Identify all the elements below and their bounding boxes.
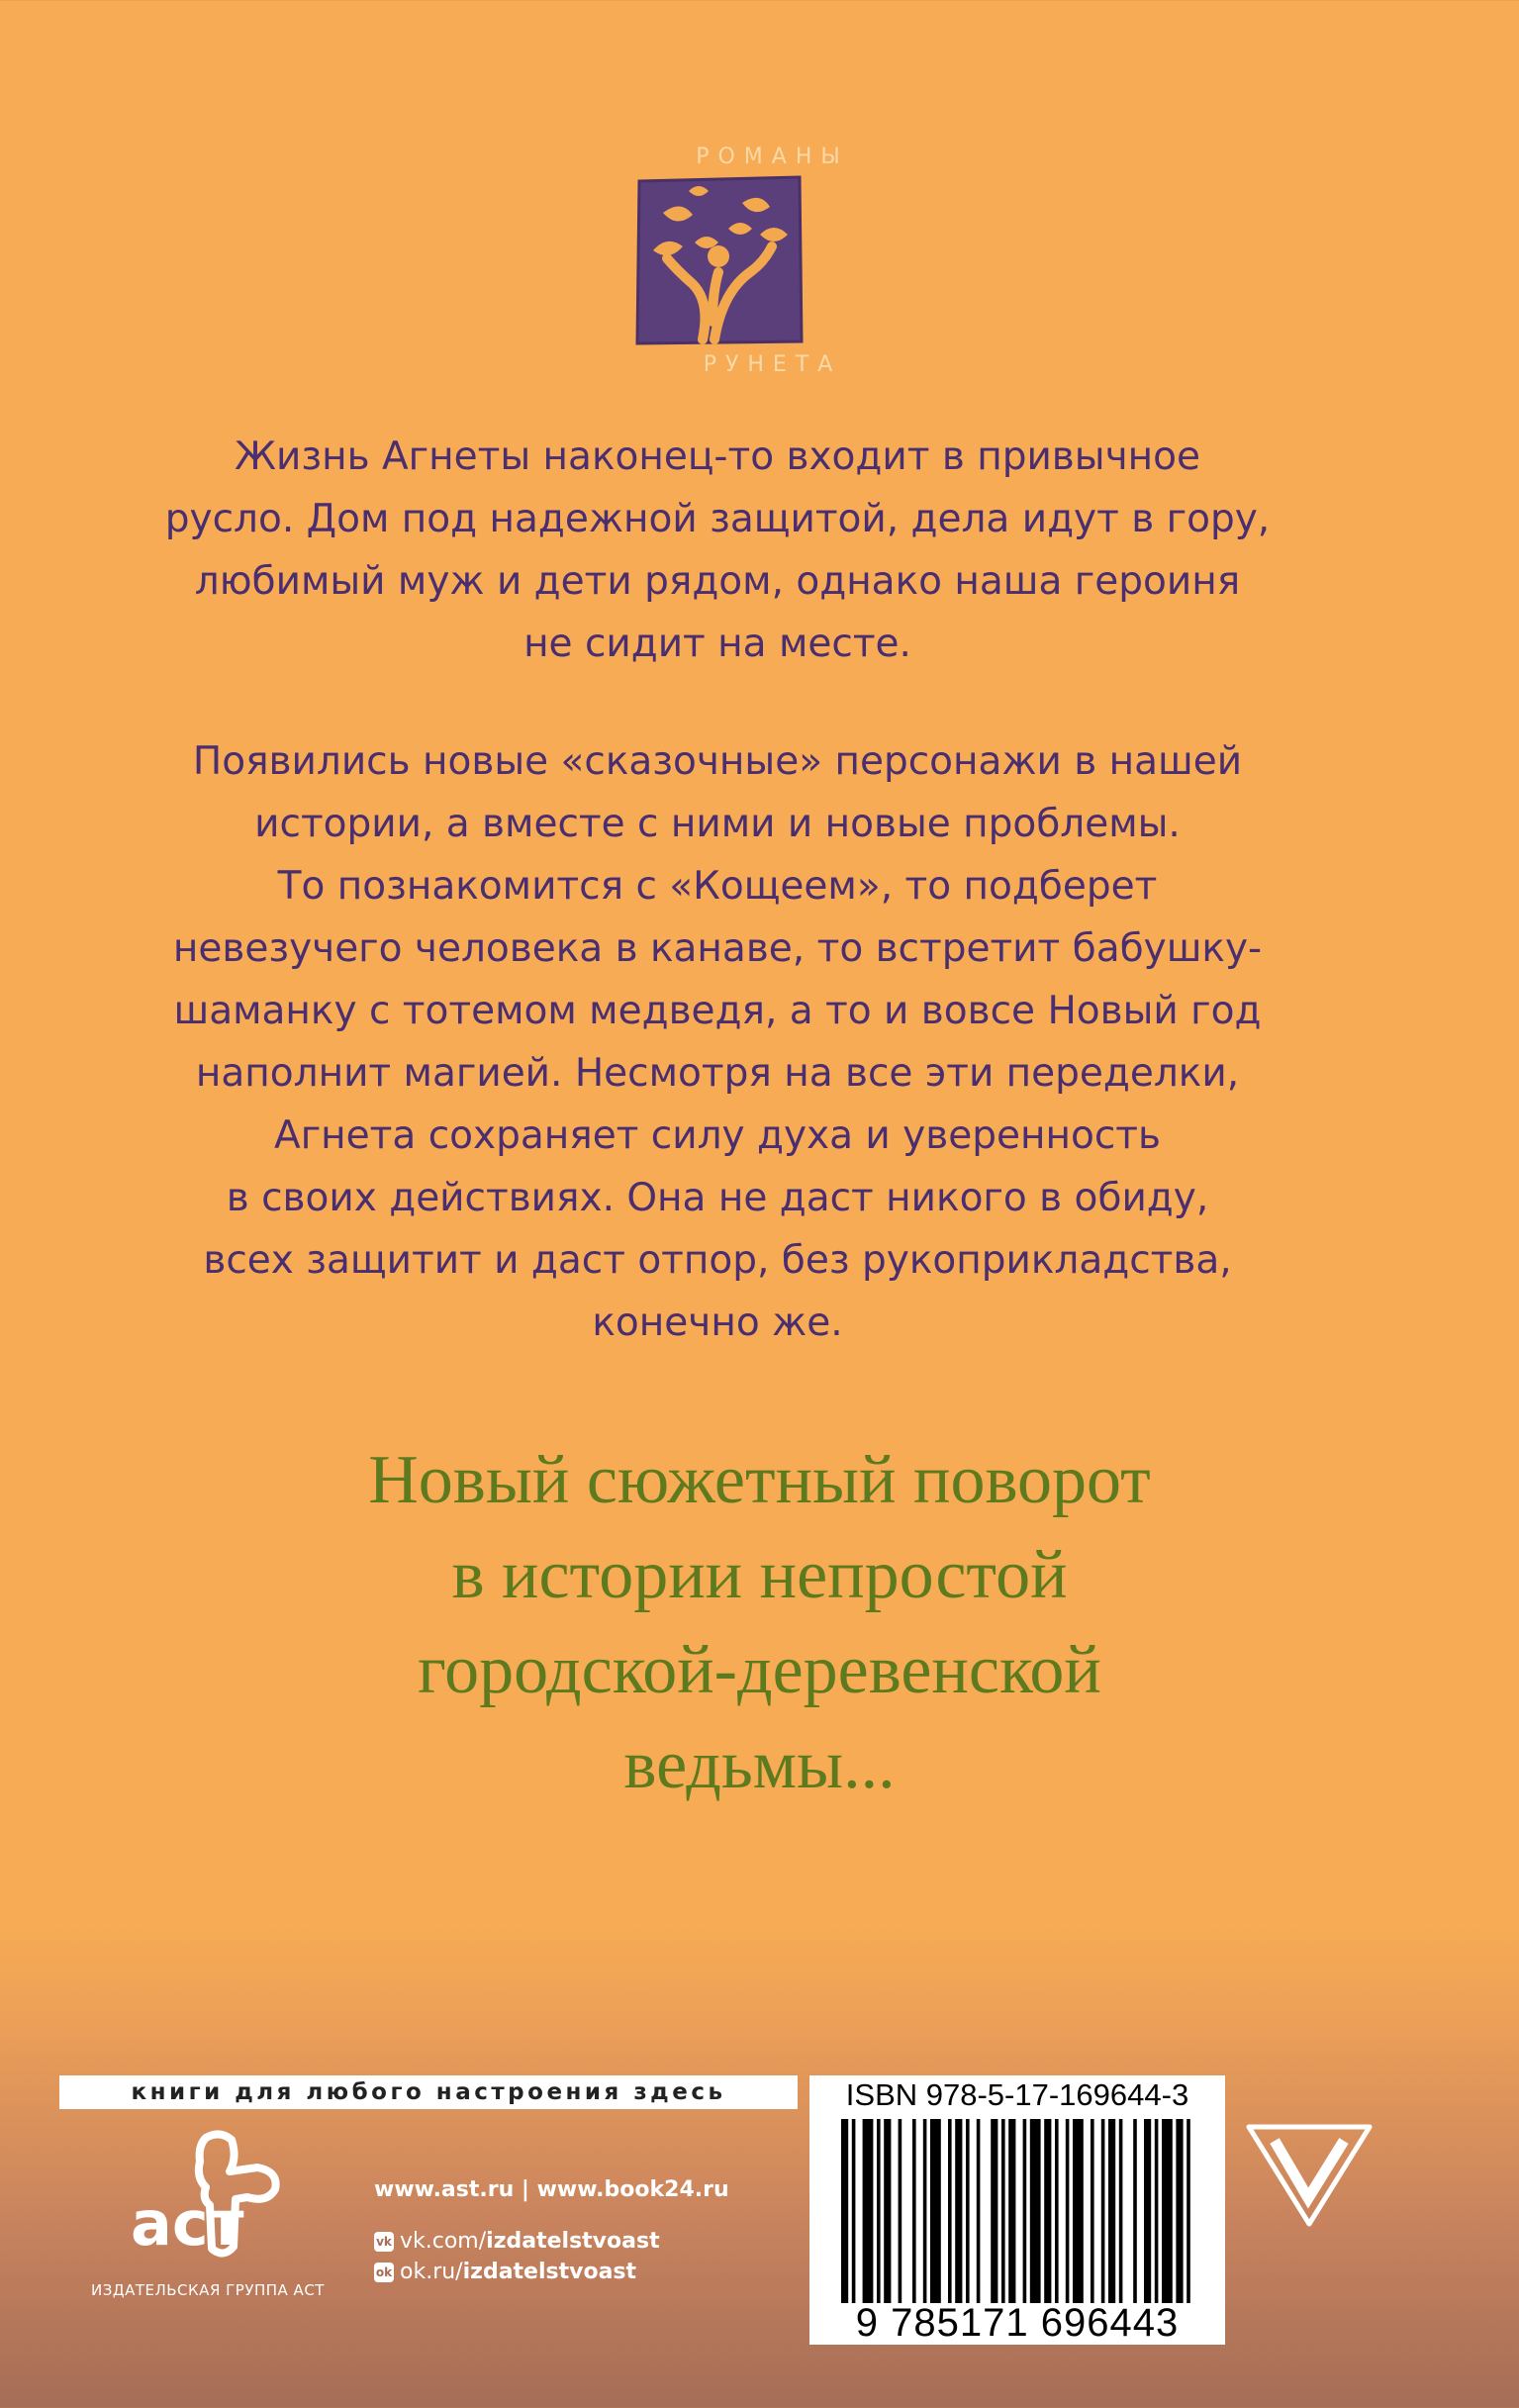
paragraph-line: истории, а вместе с ними и новые проблемы. bbox=[254, 802, 1181, 846]
tagline bbox=[0, 1433, 1519, 1813]
paragraph-line: шаманку с тотемом медведя, а то и вовсе Новый год bbox=[173, 989, 1262, 1033]
series-logo-top-word: РОМАНЫ bbox=[696, 144, 849, 169]
ast-publisher-logo bbox=[109, 2128, 307, 2266]
barcode-bar bbox=[877, 2119, 881, 2303]
ok-icon: ok bbox=[374, 2263, 394, 2282]
barcode-bar bbox=[923, 2119, 927, 2303]
barcode-bar bbox=[948, 2119, 952, 2303]
tree-emblem-icon bbox=[633, 173, 806, 347]
ast-logo-text: аст bbox=[131, 2187, 244, 2260]
barcode-bar bbox=[930, 2119, 941, 2303]
barcode-bar bbox=[841, 2119, 848, 2303]
barcode-bar bbox=[884, 2119, 891, 2303]
isbn-text: ISBN 978-5-17-169644-3 bbox=[845, 2077, 1189, 2112]
barcode-bar bbox=[977, 2119, 981, 2303]
barcode-bar bbox=[1101, 2119, 1105, 2303]
vk-prefix: vk.com/ bbox=[400, 2229, 487, 2254]
paragraph-line: в своих действиях. Она не даст никого в обиду, bbox=[226, 1176, 1209, 1220]
barcode-bar bbox=[1066, 2119, 1070, 2303]
ok-handle: izdatelstvoast bbox=[462, 2260, 637, 2284]
barcode-bar bbox=[1155, 2119, 1159, 2303]
barcode-bar bbox=[1162, 2119, 1173, 2303]
barcode-bar bbox=[1176, 2119, 1183, 2303]
barcode-bar bbox=[1030, 2119, 1041, 2303]
paragraph-line: наполнит магией. Несмотря на все эти переделки, bbox=[195, 1051, 1240, 1096]
barcode-bar bbox=[912, 2119, 916, 2303]
barcode-bar bbox=[1055, 2119, 1059, 2303]
tagline-line: ведьмы... bbox=[623, 1727, 896, 1803]
barcode-digits: 9 785171 696443 bbox=[855, 2301, 1180, 2345]
vk-link[interactable] bbox=[374, 2229, 660, 2254]
barcode-bar bbox=[1001, 2119, 1005, 2303]
tagline-line: Новый сюжетный поворот bbox=[368, 1442, 1151, 1518]
paragraph-line: не сидит на месте. bbox=[523, 622, 911, 666]
paragraph-line: всех защитит и даст отпор, без рукоприкладства, bbox=[203, 1238, 1232, 1283]
paragraph-line: любимый муж и дети рядом, однако наша героиня bbox=[194, 559, 1241, 604]
barcode-bar bbox=[1187, 2119, 1190, 2303]
barcode-bar bbox=[1044, 2119, 1051, 2303]
slogan-bar: книги для любого настроения здесь bbox=[59, 2075, 798, 2109]
barcode-bar bbox=[1144, 2119, 1151, 2303]
barcode-bar bbox=[966, 2119, 970, 2303]
series-logo-bottom-word: РУНЕТА bbox=[703, 352, 842, 377]
barcode-bar bbox=[852, 2119, 856, 2303]
paragraph-line: Появились новые «сказочные» персонажи в нашей bbox=[192, 739, 1243, 784]
barcode-bar bbox=[1008, 2119, 1015, 2303]
vk-handle: izdatelstvoast bbox=[486, 2229, 660, 2254]
barcode-bar bbox=[1023, 2119, 1027, 2303]
ok-link[interactable] bbox=[374, 2260, 636, 2284]
barcode-bar bbox=[1108, 2119, 1115, 2303]
barcode-bar bbox=[1133, 2119, 1137, 2303]
description-paragraph-1 bbox=[59, 426, 1376, 675]
description-paragraph-2 bbox=[59, 730, 1376, 1354]
paragraph-line: русло. Дом под надежной защитой, дела идут в гору, bbox=[164, 497, 1271, 541]
barcode-bar bbox=[1119, 2119, 1123, 2303]
paragraph-line: конечно же. bbox=[592, 1300, 843, 1345]
publisher-websites[interactable]: www.ast.ru | www.book24.ru bbox=[374, 2177, 729, 2202]
barcode-bar bbox=[955, 2119, 962, 2303]
ok-prefix: ok.ru/ bbox=[400, 2260, 463, 2284]
publisher-name: ИЗДАТЕЛЬСКАЯ ГРУППА АСТ bbox=[91, 2281, 325, 2299]
barcode-bar bbox=[991, 2119, 997, 2303]
barcode-bar bbox=[899, 2119, 902, 2303]
paragraph-line: То познакомится с «Кощеем», то подберет bbox=[277, 864, 1158, 909]
barcode-bar bbox=[863, 2119, 874, 2303]
barcode-bar bbox=[1091, 2119, 1094, 2303]
paragraph-line: невезучего человека в канаве, то встретит бабушку- bbox=[172, 926, 1263, 971]
barcode-icon bbox=[841, 2119, 1193, 2303]
tagline-line: городской-деревенской bbox=[418, 1632, 1101, 1708]
paragraph-line: Жизнь Агнеты наконец-то входит в привычное bbox=[235, 434, 1200, 479]
barcode-bar bbox=[1073, 2119, 1084, 2303]
paragraph-line: Агнета сохраняет силу духа и уверенность bbox=[274, 1113, 1161, 1158]
barcode-panel bbox=[809, 2075, 1225, 2345]
tagline-line: в истории непростой bbox=[451, 1537, 1068, 1613]
v-imprint-logo-icon bbox=[1245, 2121, 1374, 2230]
vk-icon: vk bbox=[374, 2232, 394, 2252]
